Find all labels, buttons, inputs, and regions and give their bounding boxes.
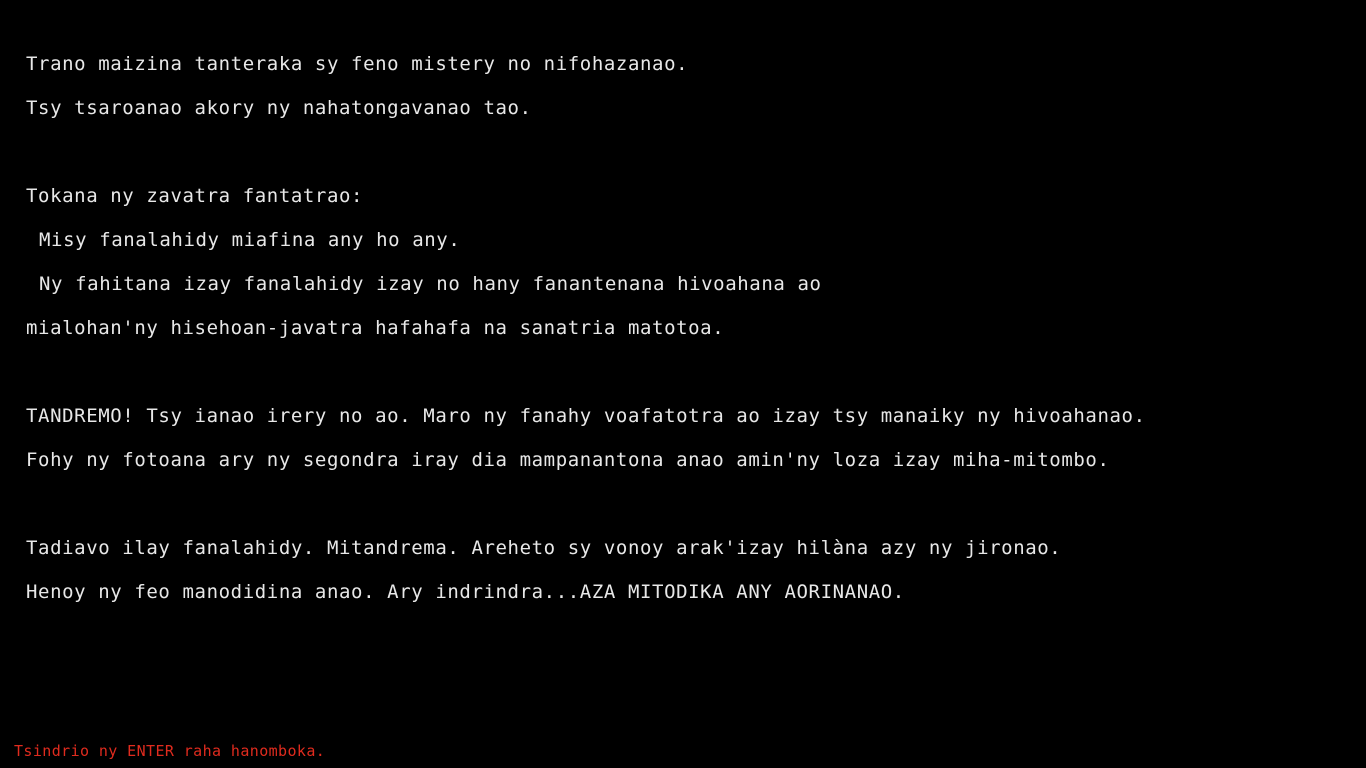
- narrative-line: mialohan'ny hisehoan-javatra hafahafa na sanatria matotoa.: [26, 317, 725, 339]
- narrative-line-warning: TANDREMO! Tsy ianao irery no ao. Maro ny fanahy voafatotra ao izay tsy manaiky ny hivoahanao.: [26, 405, 1146, 427]
- narrative-line: Misy fanalahidy miafina any ho any.: [39, 229, 461, 251]
- narrative-line: Tokana ny zavatra fantatrao:: [26, 185, 364, 207]
- intro-narrative: [26, 42, 1346, 614]
- narrative-line: Fohy ny fotoana ary ny segondra iray dia mampanantona anao amin'ny loza izay miha-mitombo.: [26, 449, 1110, 471]
- narrative-spacer: [26, 130, 1346, 174]
- narrative-spacer: [26, 482, 1346, 526]
- start-prompt[interactable]: Tsindrio ny ENTER raha hanomboka.: [14, 742, 326, 760]
- narrative-line: Ny fahitana izay fanalahidy izay no hany fanantenana hivoahana ao: [39, 273, 822, 295]
- narrative-line: Trano maizina tanteraka sy feno mistery no nifohazanao.: [26, 53, 689, 75]
- narrative-line: Henoy ny feo manodidina anao. Ary indrindra...AZA MITODIKA ANY AORINANAO.: [26, 581, 905, 603]
- narrative-line: Tsy tsaroanao akory ny nahatongavanao tao.: [26, 97, 532, 119]
- narrative-spacer: [26, 350, 1346, 394]
- narrative-line: Tadiavo ilay fanalahidy. Mitandrema. Areheto sy vonoy arak'izay hilàna azy ny jironao.: [26, 537, 1062, 559]
